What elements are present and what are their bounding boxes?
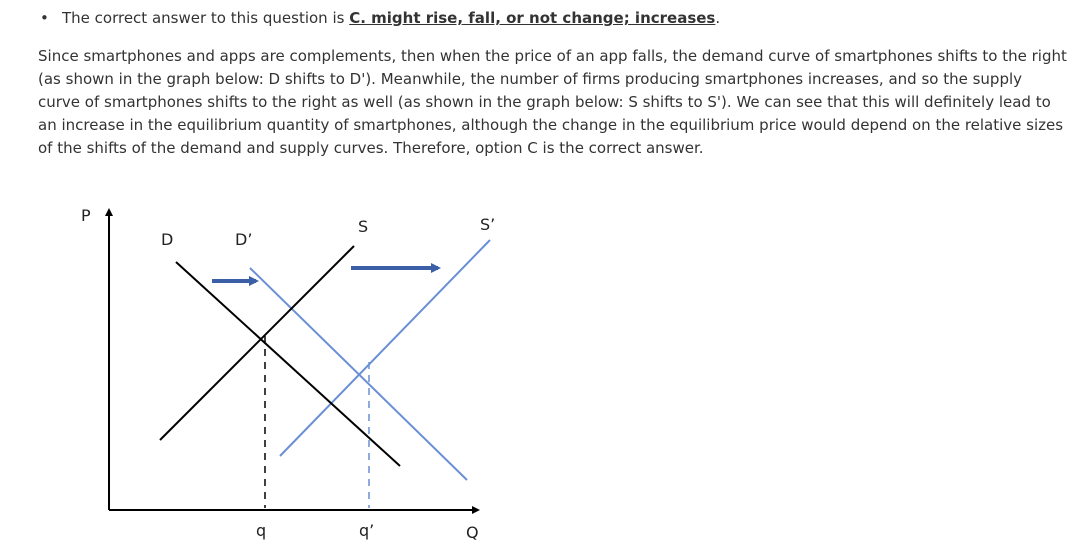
answer-suffix: . — [715, 9, 721, 27]
demand-curve — [176, 262, 400, 466]
supply-shifted-label: S’ — [480, 215, 496, 234]
demand-label: D — [161, 230, 174, 249]
supply-label: S — [358, 217, 369, 236]
price-axis-label: P — [81, 206, 91, 225]
supply-shifted-curve — [280, 240, 490, 456]
correct-answer-text: C. might rise, fall, or not change; increases — [349, 9, 716, 27]
quantity-marker-label: q — [256, 521, 267, 540]
quantity-axis-label: Q — [466, 523, 479, 542]
answer-prefix: The correct answer to this question is — [62, 9, 350, 27]
explanation-paragraph: Since smartphones and apps are complements, then when the price of an app falls, the demand curve of smartphones shifts to the right (as shown in the graph below: D shifts to D'). Meanwhile, the number of firms producing smartphones increases, and so the supply curve of smartphones shifts to the right as well (as shown in the graph below: S shifts to S'). We can see that this will definitely lead to an increase in the equilibrium quantity of smartphones, although the change in the equilibrium price would depend on the relative sizes of the shifts of the demand and supply curves. Therefore, option C is the correct answer. — [38, 47, 1067, 157]
bullet-icon: • — [40, 9, 49, 27]
demand-shifted-label: D’ — [235, 230, 253, 249]
quantity-shifted-marker-label: q’ — [359, 521, 375, 540]
